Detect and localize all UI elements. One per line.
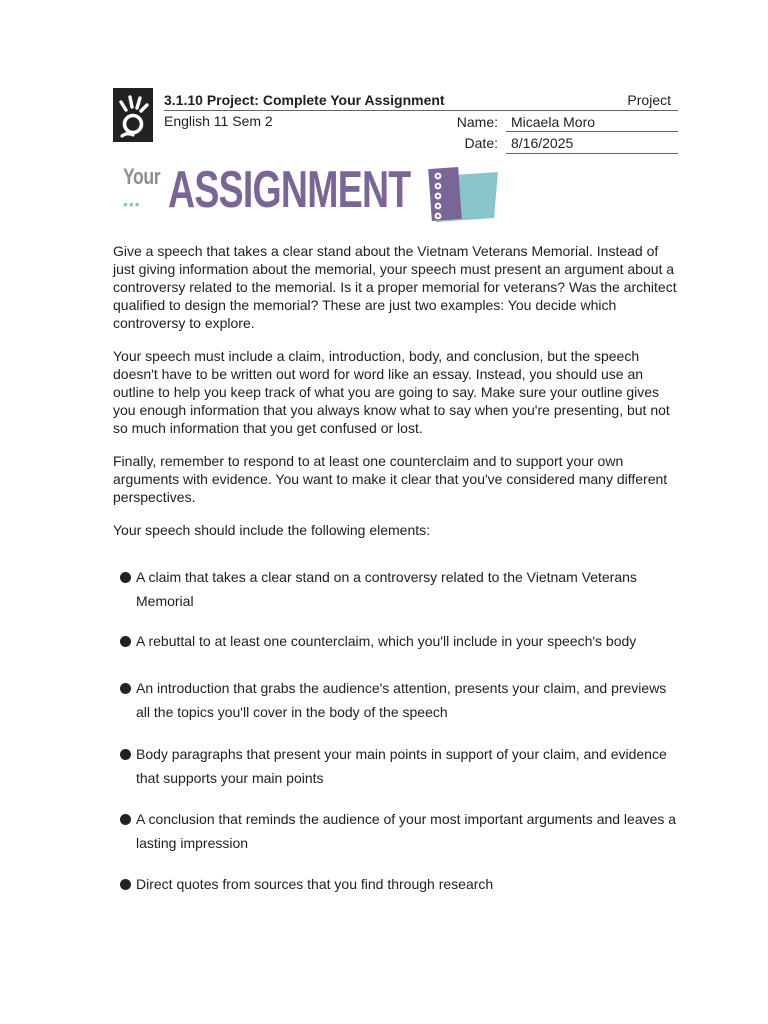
bullet-icon [120,636,131,647]
list-item [120,629,680,653]
bullet-icon [120,814,131,825]
list-item-text: Direct quotes from sources that you find through research [136,876,494,892]
header-divider [164,110,678,111]
banner-assignment-text: ASSIGNMENT [168,161,411,219]
list-item [120,807,680,855]
name-value: Micaela Moro [511,114,596,130]
assignment-body [113,242,678,554]
list-item [120,676,680,724]
list-item [120,565,680,613]
date-value: 8/16/2025 [511,135,574,151]
list-item-text: Body paragraphs that present your main points in support of your claim, and evidence that supports your main points [136,746,667,786]
notebook-icon [428,166,500,224]
bullet-icon [120,879,131,890]
bullet-icon [120,749,131,760]
name-label: Name: [456,114,498,130]
banner-dots: ••• [123,196,141,212]
list-item-text: A conclusion that reminds the audience of your most important arguments and leaves a lasting impression [136,811,677,851]
logo-icon [113,88,153,142]
outline-paragraph: Your speech must include a claim, introduction, body, and conclusion, but the speech doesn't have to be written out word for word like an essay. Instead, you should use an outline to help you keep track of what you are going to say. Make sure your outline gives you enough information that you always know what to say when you're presenting, but not so much information that you get confused or lost. [113,348,670,436]
date-label: Date: [464,135,498,151]
list-item [120,872,680,896]
assignment-type: Project [627,92,671,108]
list-item-text: A rebuttal to at least one counterclaim, which you'll include in your speech's body [136,633,637,649]
elements-intro: Your speech should include the following elements: [113,522,431,538]
assignment-banner [120,162,500,226]
intro-paragraph: Give a speech that takes a clear stand about the Vietnam Veterans Memorial. Instead of just giving information about the memorial, your speech must present an argument about a controversy related to the memorial. Is it a proper memorial for veterans? Was the architect qualified to design the memorial? These are just two examples: You decide which controversy to explore. [113,243,677,331]
name-underline [506,131,678,132]
list-item-text: A claim that takes a clear stand on a controversy related to the Vietnam Veterans Memorial [136,569,637,609]
list-item-text: An introduction that grabs the audience's attention, presents your claim, and previews all the topics you'll cover in the body of the speech [136,680,667,720]
assignment-title: 3.1.10 Project: Complete Your Assignment [164,92,445,108]
list-item [120,742,680,790]
bullet-icon [120,683,131,694]
date-underline [506,153,678,154]
bullet-icon [120,572,131,583]
counterclaim-paragraph: Finally, remember to respond to at least one counterclaim and to support your own arguments with evidence. You want to make it clear that you've considered many different perspectives. [113,453,668,505]
course-name: English 11 Sem 2 [164,113,273,129]
banner-your-text: Your [123,164,161,189]
